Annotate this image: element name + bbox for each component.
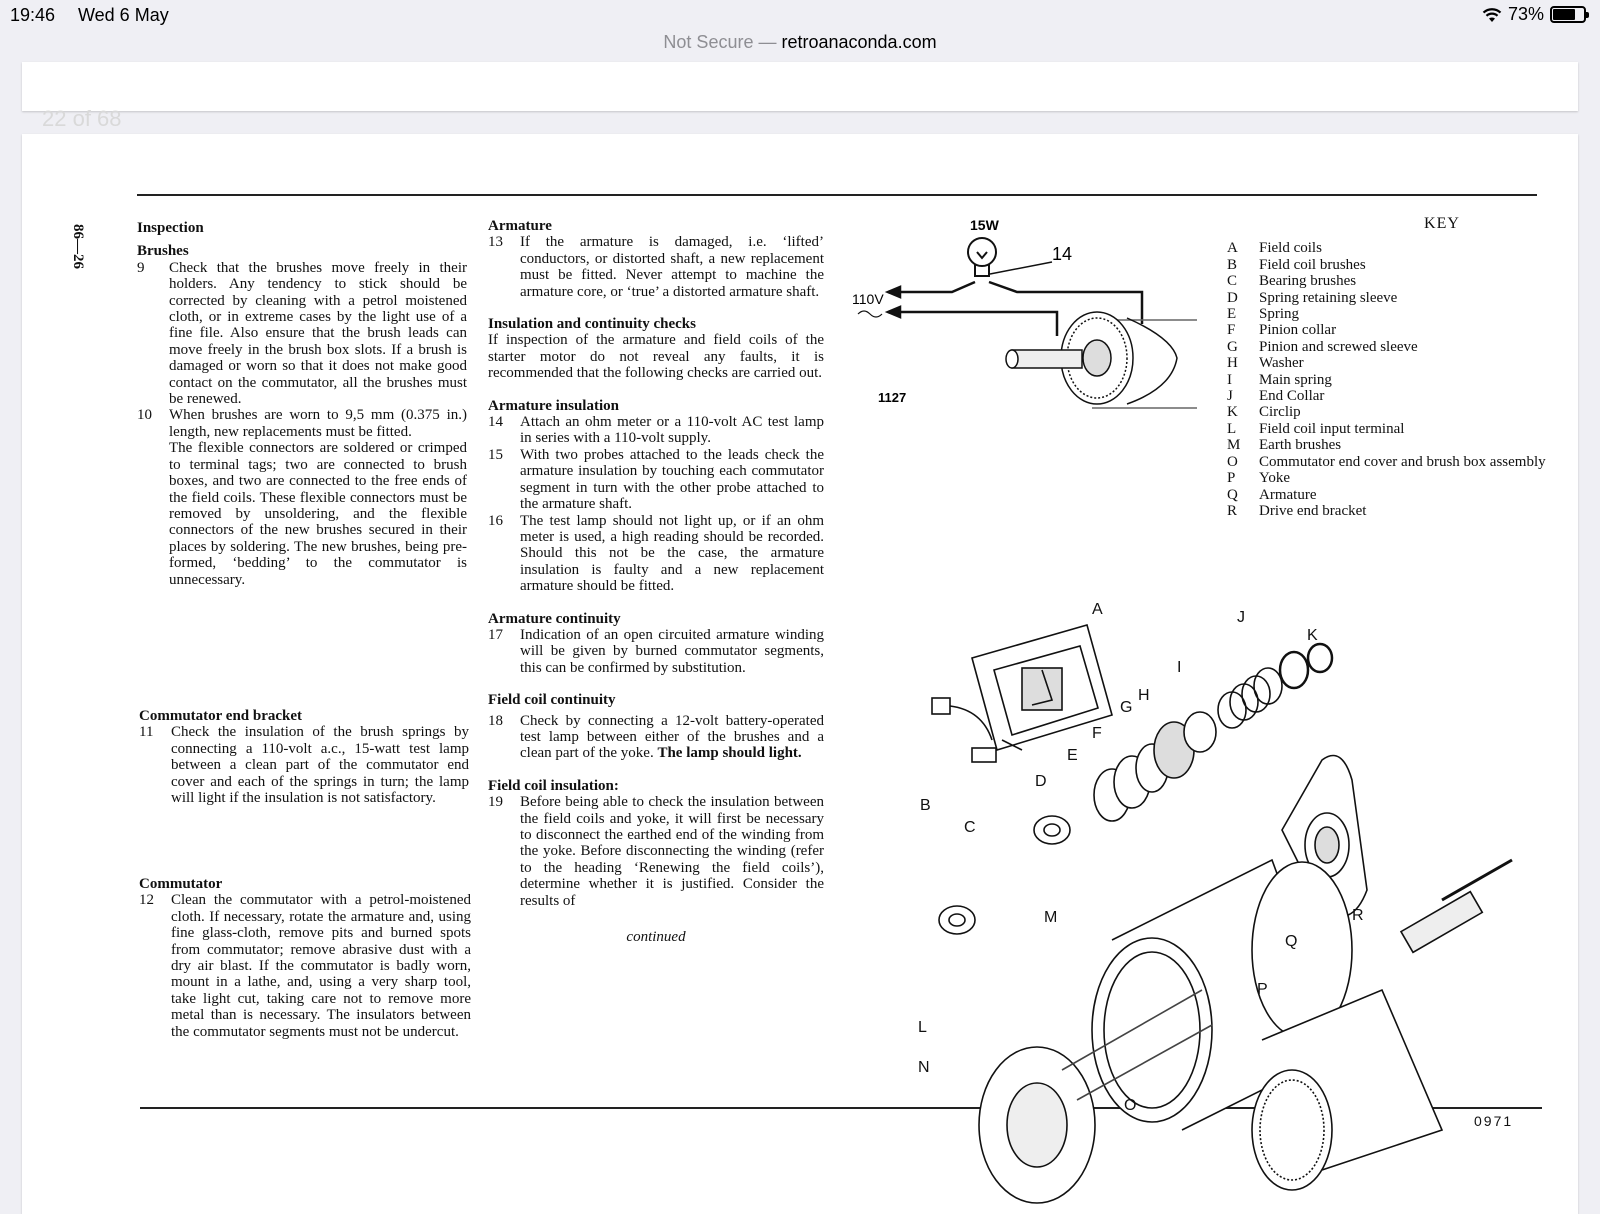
continued-note: continued (626, 929, 686, 946)
key-text: Spring retaining sleeve (1259, 289, 1398, 306)
figure-test-lamp (842, 208, 1212, 428)
label-b: B (920, 797, 931, 814)
item-9 (137, 260, 467, 408)
item-16 (488, 513, 824, 595)
key-row (1227, 322, 1557, 338)
column-1-lower (139, 708, 469, 806)
label-q: Q (1285, 933, 1298, 950)
item-10 (137, 407, 467, 587)
key-text: Spring (1259, 306, 1300, 323)
label-o: O (1124, 1097, 1137, 1114)
key-letter: P (1227, 470, 1236, 487)
key-row (1227, 290, 1557, 306)
key-letter: M (1227, 437, 1241, 454)
key-text: Earth brushes (1259, 437, 1342, 454)
key-text: Washer (1259, 355, 1304, 372)
key-letter: J (1227, 388, 1233, 405)
page-number: 86—26 (70, 224, 86, 269)
item-12 (139, 892, 471, 1040)
column-2 (488, 218, 824, 945)
status-date: Wed 6 May (78, 5, 169, 25)
item-number: 18 (488, 712, 503, 729)
key-text: End Collar (1259, 388, 1325, 405)
key-row (1227, 437, 1557, 453)
key-text: Field coil brushes (1259, 256, 1366, 273)
key-row (1227, 355, 1557, 371)
heading-commutator: Commutator (139, 876, 223, 892)
item-text: With two probes attached to the leads check the armature insulation by touching each commutator segment in turn with the other probe attached to the armature shaft. (520, 446, 824, 513)
item-text: Check that the brushes move freely in their holders. Any tendency to stick should be corrected by cleaning with a petrol moistened cloth, or in extreme cases by the light use of a fine file. Also ensure that the brush leads can move freely in the brush box slots. If a brush is damaged or worn so that it does not make good contact on the commutator, all the brushes must be renewed. (169, 259, 467, 408)
heading-armature-insulation: Armature insulation (488, 397, 619, 414)
key-text: Drive end bracket (1259, 502, 1367, 519)
address-bar[interactable] (0, 30, 1600, 62)
label-g: G (1120, 699, 1133, 716)
heading-field-coil-continuity: Field coil continuity (488, 692, 616, 709)
key-letter: D (1227, 289, 1238, 306)
top-rule (137, 194, 1537, 196)
key-letter: R (1227, 502, 1238, 519)
column-1-commutator (139, 876, 471, 1040)
item-18-text: Check by connecting a 12-volt battery-operated test lamp between either of the brushes and a clean part of the yoke. (520, 712, 824, 762)
key-letter: A (1227, 240, 1238, 257)
key-row (1227, 339, 1557, 355)
part-field-coils (972, 625, 1112, 750)
fig1-callout: 14 (1052, 244, 1073, 264)
fig1-lamp-label: 15W (970, 217, 999, 233)
not-secure-label: Not Secure — (663, 32, 777, 52)
fig1-voltage: 110V (852, 291, 884, 307)
key-letter: K (1227, 404, 1238, 421)
key-text: Pinion collar (1259, 322, 1337, 339)
battery-percent: 73% (1507, 4, 1544, 24)
fig2-number: 0971 (1474, 1113, 1514, 1129)
item-number: 11 (139, 724, 154, 741)
key-row (1227, 454, 1557, 470)
part-main-spring (1218, 644, 1332, 728)
key-letter: B (1227, 256, 1238, 273)
part-pinion-assembly (1094, 712, 1216, 821)
key-text: Bearing brushes (1259, 273, 1357, 290)
item-text (520, 713, 824, 762)
key-row (1227, 421, 1557, 437)
label-l: L (918, 1019, 927, 1036)
item-number: 12 (139, 892, 154, 909)
heading-insulation-checks: Insulation and continuity checks (488, 316, 696, 333)
label-c: C (964, 819, 976, 836)
item-text (169, 407, 467, 587)
status-right (1482, 4, 1586, 25)
key-letter: E (1227, 306, 1237, 323)
page-counter: 22 of 68 (42, 106, 122, 131)
item-text: Clean the commutator with a petrol-moistened cloth. If necessary, rotate the armature and, using fine glass-cloth, remove pits and burned spots from commutator; remove abrasive dust with a dry air blast. If the commutator is badly worn, mount in a lathe, and, using a very sharp tool, take light cut, taking care not to remove more metal than is necessary. The insulators between the commutator segments must not be undercut. (171, 892, 471, 1040)
item-text: Indication of an open circuited armature winding will be given by burned commutator segments, this can be confirmed by substitution. (520, 626, 824, 676)
item-text: Before being able to check the insulation between the field coils and yoke, it will first be necessary to disconnect the earthed end of the winding from the yoke. Before disconnecting the winding (refer to the heading ‘Renewing the field coils’), determine whether it is justified. Consider the results of (520, 794, 824, 909)
key-letter: O (1227, 453, 1238, 470)
item-number: 10 (137, 407, 152, 424)
key-row (1227, 273, 1557, 289)
fig1-number: 1127 (878, 390, 907, 405)
key-letter: G (1227, 338, 1238, 355)
label-p: P (1257, 981, 1268, 998)
figure-exploded-starter (902, 570, 1562, 1129)
key-row (1227, 470, 1557, 486)
key-text: Field coil input terminal (1259, 420, 1405, 437)
armature-sketch (1006, 312, 1197, 408)
key-row (1227, 372, 1557, 388)
key-letter: F (1227, 322, 1236, 339)
heading-field-coil-insulation: Field coil insulation: (488, 777, 619, 794)
parts-key (1227, 216, 1557, 519)
label-k: K (1307, 627, 1318, 644)
item-number: 14 (488, 414, 503, 431)
item-14 (488, 414, 824, 447)
key-row (1227, 503, 1557, 519)
label-h: H (1138, 687, 1150, 704)
key-list (1227, 240, 1557, 519)
status-bar (0, 0, 1600, 30)
item-number: 9 (137, 259, 145, 276)
url-host: retroanaconda.com (781, 32, 937, 52)
label-f: F (1092, 725, 1102, 742)
key-letter: I (1227, 371, 1232, 388)
item-18 (488, 713, 824, 762)
heading-commutator-end-bracket: Commutator end bracket (139, 708, 303, 724)
pdf-page-previous[interactable] (22, 62, 1578, 131)
key-row (1227, 487, 1557, 503)
item-number: 15 (488, 446, 503, 463)
pdf-page[interactable] (22, 134, 1578, 1214)
status-time: 19:46 (10, 5, 56, 25)
item-11 (139, 724, 469, 806)
key-title: KEY (1424, 215, 1460, 232)
item-10-para-1: When brushes are worn to 9,5 mm (0.375 in.) length, new replacements must be fitted. (169, 407, 467, 440)
key-text: Commutator end cover and brush box assembly (1259, 453, 1546, 470)
battery-level (1553, 9, 1575, 20)
item-15 (488, 447, 824, 513)
item-10-para-2: The flexible connectors are soldered or crimped to terminal tags; two are connected to brush boxes, and two are connected to the free ends of the field coils. These flexible connectors must be removed by unsoldering, and the flexible connectors of the new brushes secured in their places by soldering. The new brushes, being pre-formed, ‘bedding’ to the commutator is unnecessary. (169, 440, 467, 588)
item-text: Attach an ohm meter or a 110-volt AC test lamp in series with a 110-volt supply. (520, 414, 824, 447)
heading-armature-continuity: Armature continuity (488, 610, 621, 627)
label-n: N (918, 1059, 930, 1076)
key-letter: H (1227, 355, 1238, 372)
item-17 (488, 627, 824, 676)
key-text: Armature (1259, 486, 1317, 503)
key-text: Circlip (1259, 404, 1301, 421)
key-text: Yoke (1259, 470, 1290, 487)
label-r: R (1352, 907, 1364, 924)
item-number: 13 (488, 234, 503, 251)
item-number: 19 (488, 794, 503, 811)
key-text: Field coils (1259, 240, 1322, 257)
key-row (1227, 404, 1557, 420)
key-row (1227, 240, 1557, 256)
key-row (1227, 388, 1557, 404)
item-text: If the armature is damaged, i.e. ‘lifted’ conductors, or distorted shaft, a new replacement must be fitted. Never attempt to machine the armature core, or ‘true’ a distorted armature shaft. (520, 234, 824, 300)
lamp-bulb (968, 238, 996, 276)
heading-inspection: Inspection (137, 220, 204, 236)
key-row (1227, 257, 1557, 273)
label-j: J (1237, 609, 1245, 626)
item-18-emphasis: The lamp should light. (657, 745, 802, 762)
battery-icon (1550, 6, 1586, 23)
wifi-icon (1482, 7, 1502, 23)
item-number: 17 (488, 626, 503, 643)
item-text: The test lamp should not light up, or if an ohm meter is used, a high reading should be recorded. Should this not be the case, the armature insulation is faulty and a new replacement armature should be fitted. (520, 512, 824, 595)
label-e: E (1067, 747, 1078, 764)
item-19 (488, 794, 824, 909)
item-text: Check the insulation of the brush springs by connecting a 110-volt a.c., 15-watt test lamp between a clean part of the commutator end cover and each of the springs in turn; the lamp will light if the insulation is not satisfactory. (171, 724, 469, 807)
key-letter: C (1227, 273, 1238, 290)
key-row (1227, 306, 1557, 322)
column-1 (137, 220, 467, 588)
label-d: D (1035, 773, 1047, 790)
label-m: M (1044, 909, 1058, 926)
item-13 (488, 234, 824, 300)
item-number: 16 (488, 512, 503, 529)
insulation-checks-text: If inspection of the armature and field coils of the starter motor do not reveal any faults, it is recommended that the following checks are carried out. (488, 332, 824, 382)
callout-line (990, 262, 1052, 274)
key-text: Main spring (1259, 371, 1332, 388)
key-letter: L (1227, 420, 1237, 437)
key-text: Pinion and screwed sleeve (1259, 338, 1418, 355)
label-a: A (1092, 601, 1103, 618)
label-i: I (1177, 659, 1182, 676)
heading-armature: Armature (488, 218, 552, 234)
key-letter: Q (1227, 486, 1238, 503)
heading-brushes: Brushes (137, 243, 189, 260)
